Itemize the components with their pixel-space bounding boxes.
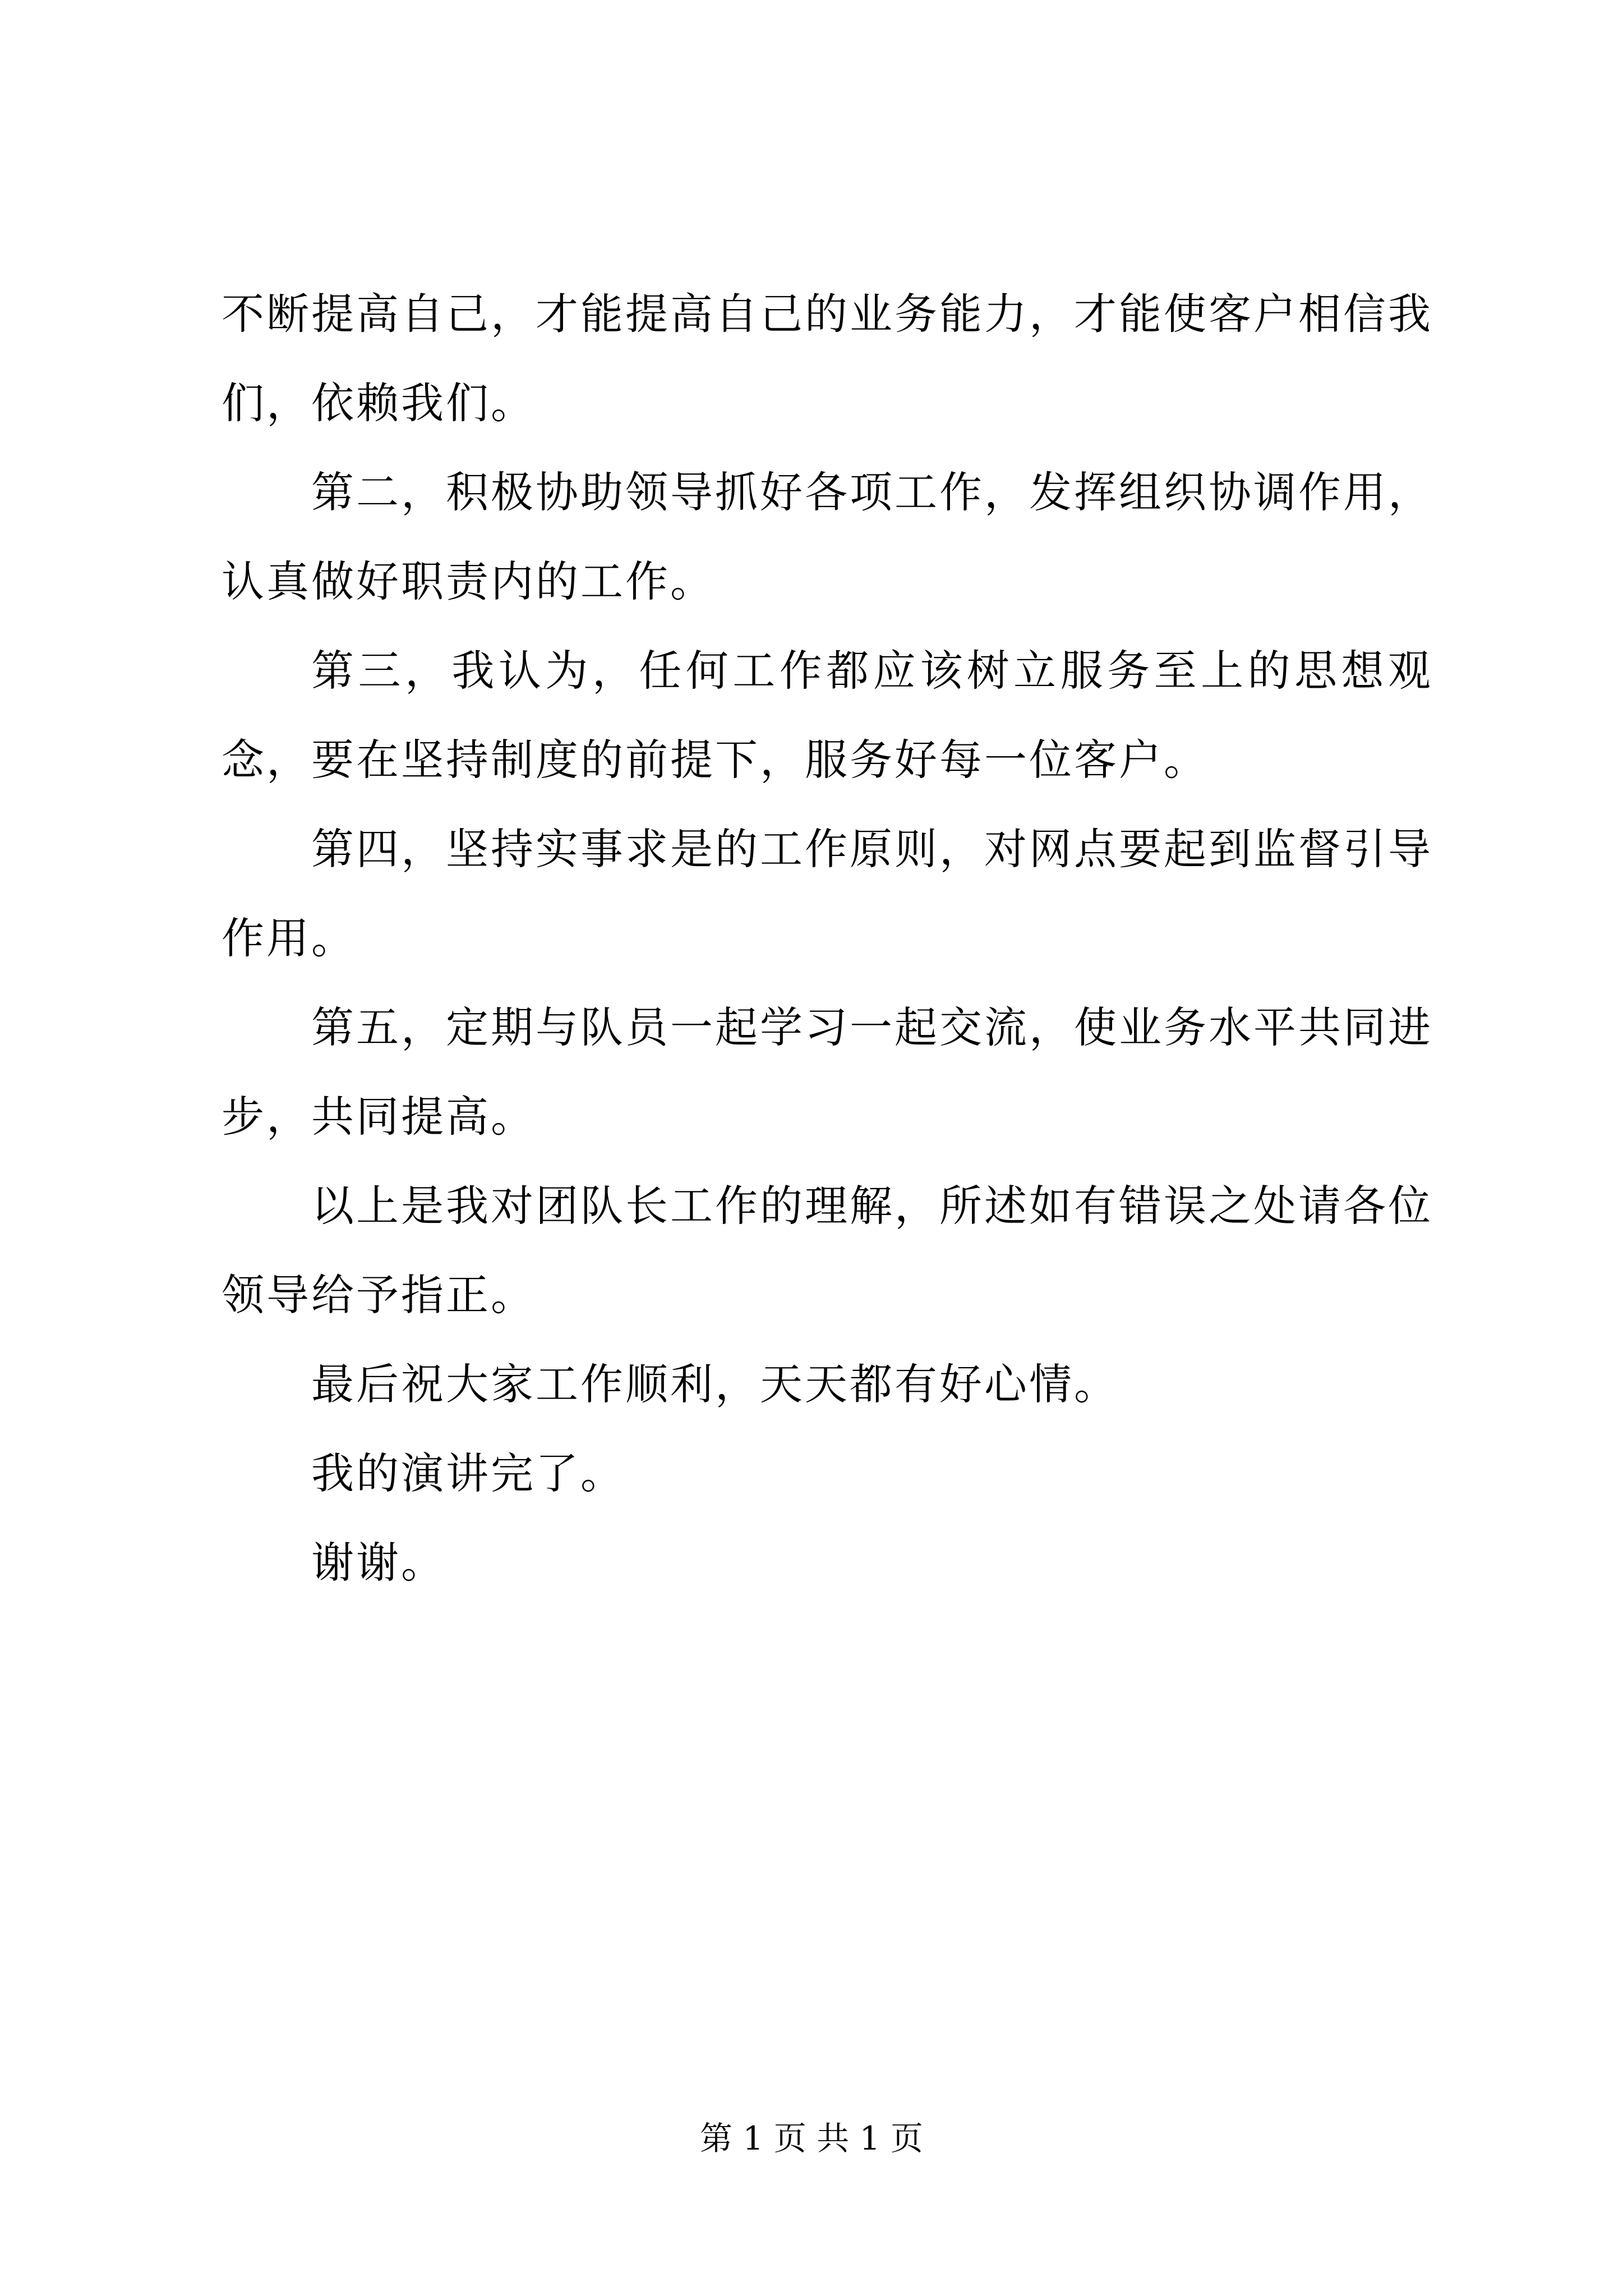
paragraph-closing: 我的演讲完了。 xyxy=(311,1448,625,1498)
paragraph-fifth-point: 第五，定期与队员一起学习一起交流，使业务水平共同进步，共同提高。 xyxy=(222,1002,1433,1142)
page-footer: 第 1 页 共 1 页 xyxy=(700,2119,923,2157)
paragraph-second-point: 第二，积极协助领导抓好各项工作，发挥组织协调作用，认真做好职责内的工作。 xyxy=(222,467,1433,606)
paragraph-third-point: 第三，我认为，任何工作都应该树立服务至上的思想观念，要在坚持制度的前提下，服务好每一位客户。 xyxy=(222,646,1433,785)
paragraph-thanks: 谢谢。 xyxy=(311,1538,446,1588)
paragraph-wishes: 最后祝大家工作顺利，天天都有好心情。 xyxy=(311,1359,1119,1409)
document-body xyxy=(222,269,1433,1607)
paragraph-summary: 以上是我对团队长工作的理解，所述如有错误之处请各位领导给予指正。 xyxy=(222,1181,1433,1320)
paragraph-continuation: 不断提高自己，才能提高自己的业务能力，才能使客户相信我们，依赖我们。 xyxy=(222,289,1433,428)
paragraph-fourth-point: 第四，坚持实事求是的工作原则，对网点要起到监督引导作用。 xyxy=(222,824,1433,963)
